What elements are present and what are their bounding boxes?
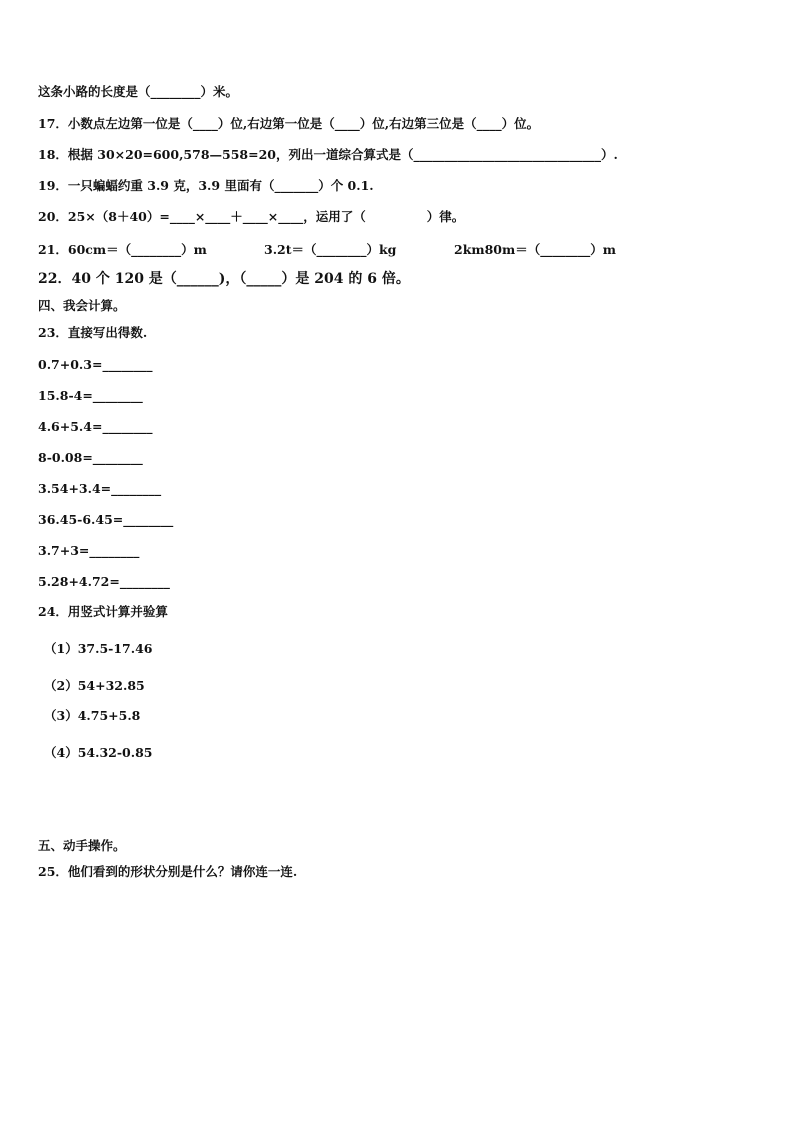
question-20: 20．25×（8＋40）=____×____＋____×____，运用了（ ）律。 <box>38 209 465 224</box>
calc-item: 0.7+0.3=________ <box>38 357 153 372</box>
question-25: 25．他们看到的形状分别是什么？请你连一连. <box>38 864 298 879</box>
question-22: 22．40 个 120 是（______)，（_____）是 204 的 6 倍。 <box>38 271 410 287</box>
question-17: 17．小数点左边第一位是（____）位,右边第一位是（____）位,右边第三位是（____）位。 <box>38 116 540 131</box>
question-21 <box>38 240 738 256</box>
question-24: 24．用竖式计算并验算 <box>38 604 168 619</box>
calc-item: 3.54+3.4=________ <box>38 481 162 496</box>
section-5-heading: 五、动手操作。 <box>38 838 126 853</box>
q21-part-a: 21．60cm＝（________）m <box>38 242 207 257</box>
calc-item: 36.45-6.45=________ <box>38 512 174 527</box>
calc-item: 3.7+3=________ <box>38 543 140 558</box>
section-4-heading: 四、我会计算。 <box>38 298 126 313</box>
question-18: 18．根据 30×20=600,578—558=20，列出一道综合算式是（______________________________）. <box>38 147 618 162</box>
calc-item: 4.6+5.4=________ <box>38 419 153 434</box>
vertical-item: （4）54.32-0.85 <box>44 745 153 760</box>
calc-item: 15.8-4=________ <box>38 388 143 403</box>
vertical-item: （2）54+32.85 <box>44 678 145 693</box>
vertical-item: （3）4.75+5.8 <box>44 708 141 723</box>
vertical-item: （1）37.5-17.46 <box>44 641 153 656</box>
q21-part-b: 3.2t＝（________）kg <box>264 242 397 257</box>
calc-item: 5.28+4.72=________ <box>38 574 170 589</box>
question-19: 19．一只蝙蝠约重 3.9 克，3.9 里面有（_______）个 0.1. <box>38 178 374 193</box>
question-23: 23．直接写出得数. <box>38 325 148 340</box>
q21-part-c: 2km80m＝（________）m <box>454 242 616 257</box>
q16-tail: 这条小路的长度是（________）米。 <box>38 84 239 99</box>
calc-item: 8-0.08=________ <box>38 450 143 465</box>
